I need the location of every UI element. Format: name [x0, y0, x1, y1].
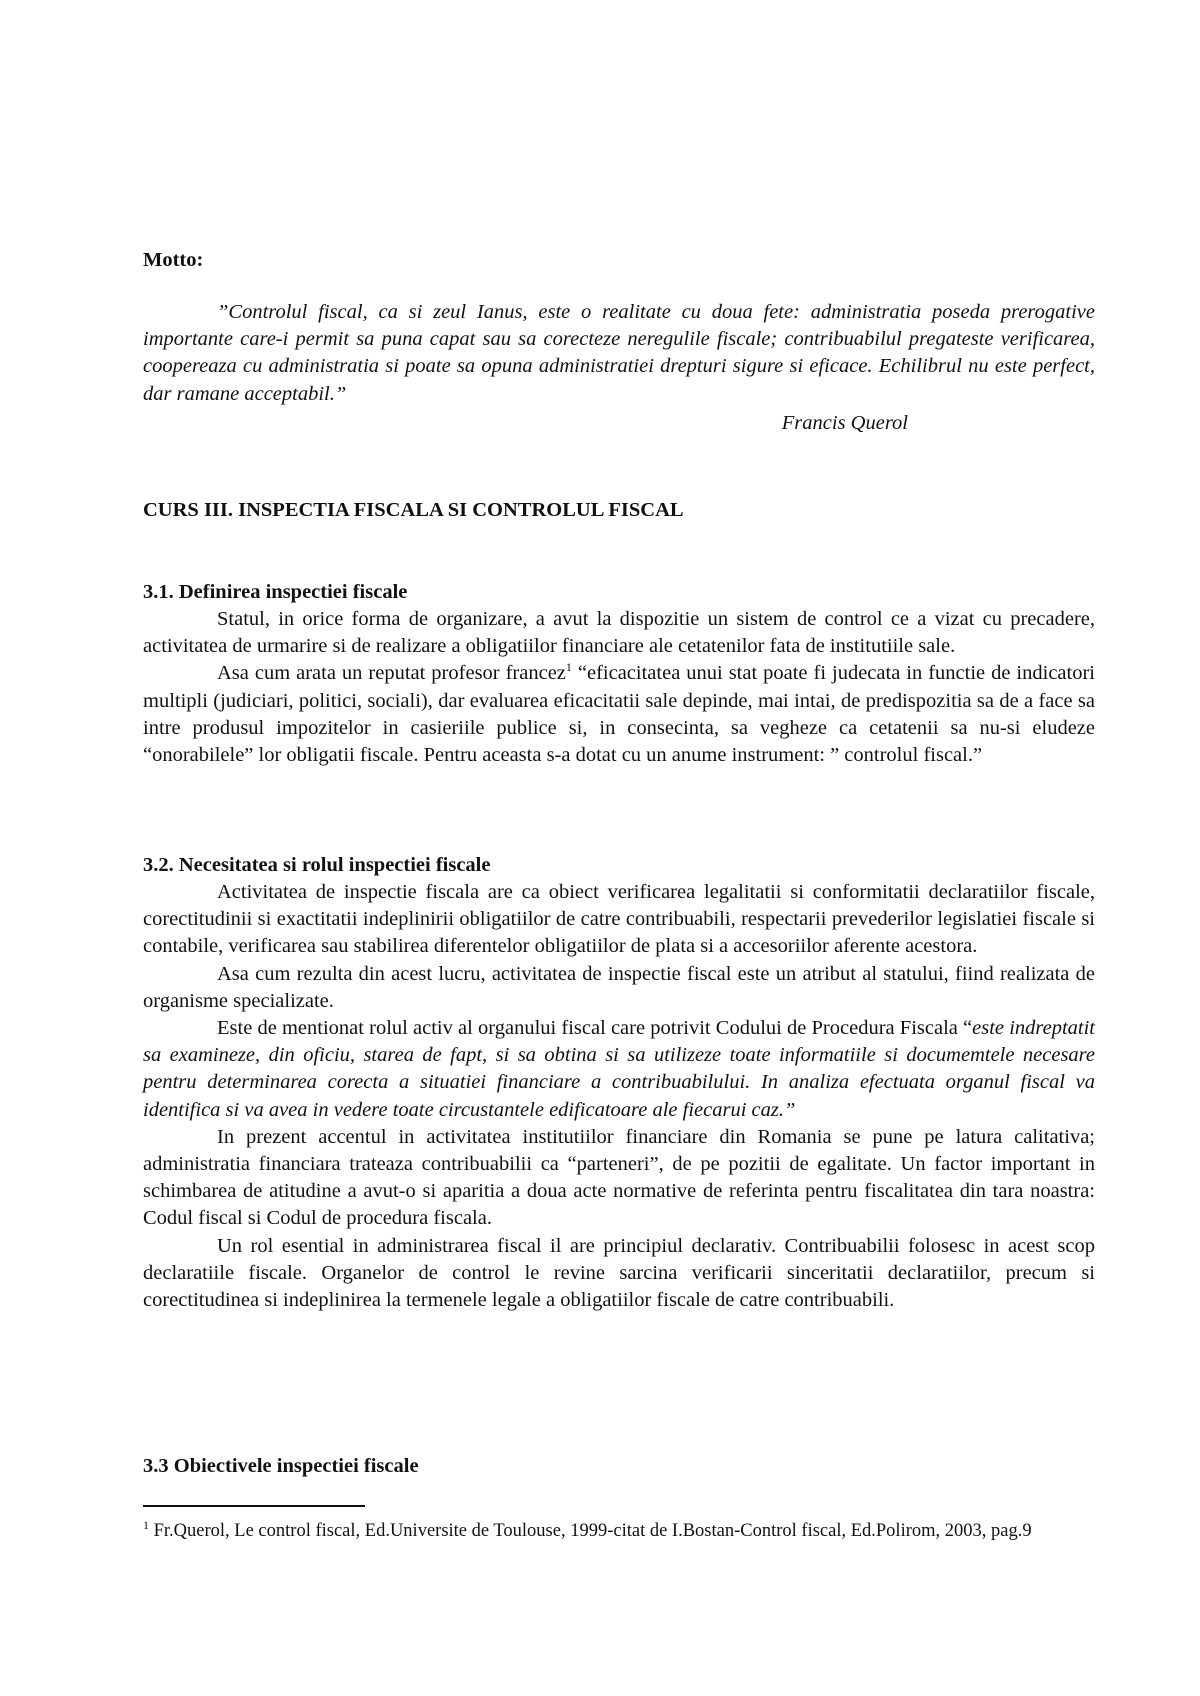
- paragraph: Statul, in orice forma de organizare, a avut la dispozitie un sistem de control ce a vizat cu precadere, activitatea de urmarire si de realizare a obligatiilor financiare ale cetatenilor fata de institutiile sale.: [143, 608, 1095, 658]
- paragraph: Activitatea de inspectie fiscala are ca obiect verificarea legalitatii si conformitatii declaratiilor fiscale, corectitudinii si exactitatii indeplinirii obligatiilor de catre contribuabili, respectarii prevederilor legislatiei fiscale si contabile, verificarea sau stabilirea diferentelor obligatiilor de plata si a accesoriilor aferente acestora.: [143, 881, 1095, 958]
- section-heading-3-3: 3.3 Obiectivele inspectiei fiscale: [143, 1455, 419, 1477]
- text-run: Asa cum arata un reputat profesor francez: [217, 662, 566, 685]
- quoted-text: este indreptatit sa examineze, din oficiu, starea de fapt, si sa obtina si sa utilizeze toate informatiile si documemtele necesare pentru determinarea corecta a situatiei financiare a contribuabilului. In analiza efectuata organul fiscal va identifica si va avea in vedere toate circustantele edificatoare ale fiecarui caz.”: [143, 1017, 1095, 1121]
- paragraph: Asa cum rezulta din acest lucru, activitatea de inspectie fiscal este un atribut al statului, fiind realizata de organisme specializate.: [143, 962, 1095, 1012]
- section-3-1-body: [143, 606, 1095, 769]
- footnote-ref: 1: [565, 660, 572, 675]
- text-run: “eficacitatea unui stat poate fi judecata in functie de indicatori multipli (judiciari, politici, sociali), dar evaluarea eficacitatii sale depinde, mai intai, de predispozitia sa de a face sa intre produsul impozitelor in casieriile publice si, in consecinta, sa vegheze ca cetatenii sa nu-si eludeze “onorabilele” lor obligatii fiscale. Pentru aceasta s-a dotat cu un anume instrument: ” controlul fiscal.”: [143, 662, 1095, 767]
- footnote: [143, 1519, 1103, 1543]
- paragraph: Un rol esential in administrarea fiscal il are principiul declarativ. Contribuabilii folosesc in acest scop declaratiile fiscale. Organelor de control le revine sarcina verificarii sinceritatii declaratiilor, precum si corectitudinea si indeplinirea la termenele legale a obligatiilor fiscale de catre contribuabili.: [143, 1234, 1095, 1312]
- motto-author: Francis Querol: [781, 412, 908, 434]
- paragraph: In prezent accentul in activitatea institutiilor financiare din Romania se pune pe latura calitativa; administratia financiara trateaza contribuabilii ca “parteneri”, de pe pozitii de egalitate. Un factor important in schimbarea de atitudine a avut-o si aparitia a doua acte normative de referinta pentru fiscalitatea din tara noastra: Codul fiscal si Codul de procedura fiscala.: [143, 1125, 1095, 1230]
- footnote-text: Fr.Querol, Le control fiscal, Ed.Universite de Toulouse, 1999-citat de I.Bostan-Control fiscal, Ed.Polirom, 2003, pag.9: [149, 1521, 1032, 1541]
- course-title: CURS III. INSPECTIA FISCALA SI CONTROLUL FISCAL: [143, 499, 684, 521]
- motto-quote: ”Controlul fiscal, ca si zeul Ianus, este o realitate cu doua fete: administratia poseda prerogative importante care-i permit sa puna capat sau sa corecteze neregulile fiscale; contribuabilul pregateste verificarea, coopereaza cu administratia si poate sa opuna administratiei drepturi sigure si eficace. Echilibrul nu este perfect, dar ramane acceptabil.”: [143, 301, 1095, 405]
- section-heading-3-2: 3.2. Necesitatea si rolul inspectiei fiscale: [143, 854, 491, 876]
- paragraph: [143, 1015, 1095, 1124]
- footnote-marker: 1: [143, 1517, 149, 1532]
- text-run: Este de mentionat rolul activ al organului fiscal care potrivit Codului de Procedura Fiscala “: [217, 1017, 973, 1040]
- footnote-separator: [143, 1505, 365, 1507]
- section-heading-3-1: 3.1. Definirea inspectiei fiscale: [143, 581, 408, 603]
- motto-label: Motto:: [143, 249, 204, 271]
- paragraph: [143, 660, 1095, 769]
- section-3-2-body: [143, 879, 1095, 1314]
